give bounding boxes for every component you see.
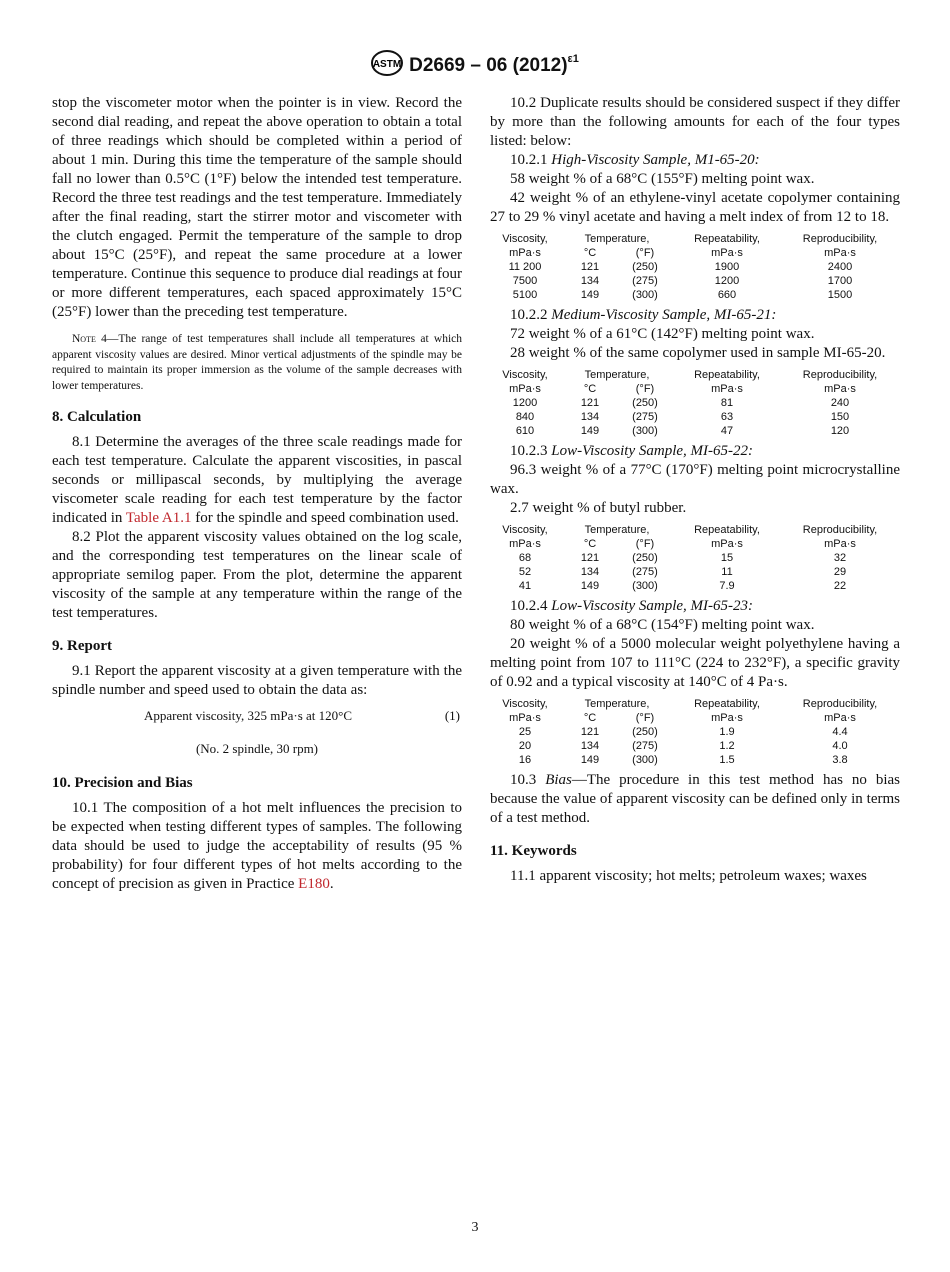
column-header: Viscosity, [502,698,548,710]
table-units-row [490,711,900,725]
epsilon: ε1 [567,53,579,65]
table-cell: (275) [632,275,658,287]
table-cell: 25 [518,726,532,738]
table-cell: 2400 [827,261,853,273]
heading-precision-bias: 10. Precision and Bias [52,775,193,791]
column-unit: mPa·s [711,383,743,395]
table-header-row [490,368,900,382]
table-cell: 1200 [512,397,538,409]
table-cell: 11 200 [508,261,542,273]
table-cell: 16 [518,754,532,766]
table-cell: 1.5 [719,754,735,766]
table-row [490,725,900,739]
column-unit: °C [583,712,597,724]
column-unit: °C [583,247,597,259]
precision-table [490,523,900,593]
table-row [490,551,900,565]
paragraph-8-2: 8.2 Plot the apparent viscosity values obtained on the log scale, and the corresponding test temperatures on the linear scale of appropriate semilog paper. From the plot, determine the apparent viscosity of the sample at any temperature within the range of the test temperatures. [52,529,462,621]
heading-report: 9. Report [52,638,112,654]
paragraph-9-1: 9.1 Report the apparent viscosity at a given temperature with the spindle number and speed used to obtain the data as: [52,663,462,698]
column-unit: °C [583,383,597,395]
column-unit: mPa·s [824,383,856,395]
table-cell: 20 [518,740,532,752]
table-cell: 47 [720,425,734,437]
column-header: Repeatability, [694,369,760,381]
table-cell: 3.8 [832,754,848,766]
column-unit: (°F) [635,538,655,550]
e180-link[interactable]: E180 [298,876,330,892]
table-a1-1-link[interactable]: Table A1.1 [125,510,192,526]
paragraph: 28 weight % of the same copolymer used in sample MI-65-20. [510,345,886,361]
paragraph: 80 weight % of a 68°C (154°F) melting point wax. [510,617,815,633]
table-cell: 149 [580,425,600,437]
table-header-row [490,232,900,246]
column-unit: mPa·s [711,538,743,550]
table-row [490,739,900,753]
column-unit: mPa·s [824,538,856,550]
table-cell: (250) [632,726,658,738]
page-number: 3 [471,1220,479,1235]
table-cell: (275) [632,411,658,423]
column-header: Viscosity, [502,369,548,381]
column-header: Repeatability, [694,698,760,710]
table-header-row [490,697,900,711]
paragraph: 2.7 weight % of butyl rubber. [510,500,687,516]
paragraph-10-1: 10.1 The composition of a hot melt influences the precision to be expected when testing different types of samples. The following data should be used to judge the acceptability of results (95 % probability) for four different types of hot melts according to the concept of precision as given in Practice E180. [52,800,462,892]
column-unit: mPa·s [509,383,541,395]
column-header: Temperature, [584,369,650,381]
table-cell: (250) [632,397,658,409]
column-unit: °C [583,538,597,550]
table-cell: 120 [830,425,850,437]
table-cell: 134 [580,740,600,752]
table-cell: (275) [632,740,658,752]
paragraph-10-3: 10.3 Bias—The procedure in this test method has no bias because the value of apparent viscosity can be defined only in terms of a test method. [490,772,901,826]
heading-calculation: 8. Calculation [52,409,142,425]
table-cell: (275) [632,566,658,578]
precision-table [490,697,900,767]
table-units-row [490,246,900,260]
table-cell: 1.9 [719,726,735,738]
table-cell: 121 [580,397,600,409]
table-row [490,396,900,410]
column-header: Reproducibility, [802,369,878,381]
paragraph: 20 weight % of a 5000 molecular weight polyethylene having a melting point from 107 to 111°C (224 to 232°F), a specific gravity of 0.92 and a typical viscosity at 140°C of 4 Pa·s. [490,636,900,690]
paragraph-10-2: 10.2 Duplicate results should be considered suspect if they differ by more than the following amounts for each of the four types listed: below: [490,95,900,149]
heading-keywords: 11. Keywords [490,843,577,859]
column-unit: (°F) [635,383,655,395]
column-header: Temperature, [584,524,650,536]
section-10-2-4: 10.2.4 Low-Viscosity Sample, MI-65-23: [510,598,754,614]
column-header: Repeatability, [694,524,760,536]
table-cell: 240 [830,397,850,409]
table-cell: 4.4 [832,726,848,738]
precision-table [490,232,900,302]
paragraph-8-1: 8.1 Determine the averages of the three scale readings made for each test temperature. Calculate the apparent viscosities, in pascal seconds or millipascal seconds, by multiplying the average viscometer scale reading for each test temperature by the factor indicated in Table A1.1 for the spindle and speed combination used. [52,434,462,526]
column-header: Viscosity, [502,233,548,245]
table-cell: 134 [580,275,600,287]
table-cell: 41 [518,580,532,592]
column-unit: mPa·s [711,712,743,724]
table-cell: 149 [580,289,600,301]
table-cell: 7.9 [719,580,735,592]
table-units-row [490,382,900,396]
table-row [490,424,900,438]
table-cell: 1500 [827,289,853,301]
table-cell: 1200 [714,275,740,287]
table-cell: 121 [580,726,600,738]
table-cell: (300) [632,425,658,437]
table-row [490,579,900,593]
column-unit: (°F) [635,712,655,724]
table-cell: 15 [720,552,734,564]
table-cell: 22 [833,580,847,592]
astm-logo-icon [371,50,403,76]
table-cell: 81 [720,397,734,409]
paragraph: 58 weight % of a 68°C (155°F) melting point wax. [510,171,815,187]
column-header: Reproducibility, [802,698,878,710]
table-cell: 52 [518,566,532,578]
designation: D2669 – 06 (2012) [409,55,568,76]
table-row [490,288,900,302]
paragraph: 96.3 weight % of a 77°C (170°F) melting point microcrystalline wax. [490,462,900,497]
table-cell: 134 [580,566,600,578]
column-header: Temperature, [584,233,650,245]
table-cell: 121 [580,552,600,564]
page-header [0,50,950,77]
table-cell: 1700 [827,275,853,287]
table-cell: (250) [632,552,658,564]
table-cell: 63 [720,411,734,423]
table-header-row [490,523,900,537]
table-cell: 610 [515,425,535,437]
equation-subtext: (No. 2 spindle, 30 rpm) [195,741,319,756]
column-unit: mPa·s [509,712,541,724]
equation-1: Apparent viscosity, 325 mPa·s at 120°C (1) [144,708,460,723]
svg-text:ASTM: ASTM [372,59,402,70]
section-10-2-2: 10.2.2 Medium-Viscosity Sample, MI-65-21: [510,307,777,323]
column-unit: mPa·s [824,712,856,724]
column-header: Reproducibility, [802,233,878,245]
paragraph: 42 weight % of an ethylene-vinyl acetate copolymer containing 27 to 29 % vinyl acetate and having a melt index of from 12 to 18. [490,190,900,225]
table-row [490,565,900,579]
table-cell: (300) [632,289,658,301]
section-10-2-3: 10.2.3 Low-Viscosity Sample, MI-65-22: [510,443,754,459]
right-column [490,94,900,886]
table-row [490,260,900,274]
table-cell: 11 [721,566,733,578]
table-units-row [490,537,900,551]
column-unit: mPa·s [509,247,541,259]
table-row [490,753,900,767]
column-header: Viscosity, [502,524,548,536]
table-cell: 68 [518,552,532,564]
section-10-2-1: 10.2.1 High-Viscosity Sample, M1-65-20: [510,152,760,168]
table-cell: 29 [833,566,847,578]
table-cell: 660 [717,289,737,301]
table-row [490,274,900,288]
table-cell: (300) [632,754,658,766]
table-cell: 149 [580,580,600,592]
table-cell: 150 [830,411,850,423]
table-cell: 1.2 [719,740,735,752]
column-unit: mPa·s [509,538,541,550]
table-cell: 121 [580,261,600,273]
left-column [52,94,462,894]
table-cell: 840 [515,411,535,423]
table-cell: 134 [580,411,600,423]
paragraph: 72 weight % of a 61°C (142°F) melting point wax. [510,326,815,342]
table-cell: 7500 [512,275,538,287]
table-cell: (300) [632,580,658,592]
column-header: Temperature, [584,698,650,710]
paragraph: stop the viscometer motor when the pointer is in view. Record the second dial reading, and repeat the above operation to obtain a total of three readings which should be completed within a period of about 1 min. During this time the temperature of the sample should fall no lower than 0.5°C (1°F) below the intended test temperature. Record the three test readings and the test temperature. Immediately after the final reading, start the stirrer motor and viscometer with the clutch engaged. Permit the temperature of the sample to drop about 15°C (25°F), and repeat the same procedure at a lower temperature. Continue this sequence to produce dial readings at four or more different temperatures, each spaced approximately 15°C (25°F) lower than the preceding test temperature. [52,95,462,320]
column-header: Repeatability, [694,233,760,245]
table-cell: 1900 [714,261,740,273]
table-cell: 4.0 [832,740,848,752]
column-header: Reproducibility, [802,524,878,536]
paragraph-11-1: 11.1 apparent viscosity; hot melts; petroleum waxes; waxes [510,868,867,884]
note-4: Note 4—The range of test temperatures shall include all temperatures at which apparent viscosity values are desired. Minor vertical adjustments of the spindle may be required to maintain its proper immersion as the volume of the sample decreases with lower temperatures. [52,333,462,392]
table-cell: 149 [580,754,600,766]
precision-table [490,368,900,438]
table-row [490,410,900,424]
table-cell: 32 [833,552,847,564]
column-unit: mPa·s [824,247,856,259]
table-cell: (250) [632,261,658,273]
table-cell: 5100 [512,289,538,301]
column-unit: mPa·s [711,247,743,259]
column-unit: (°F) [635,247,655,259]
